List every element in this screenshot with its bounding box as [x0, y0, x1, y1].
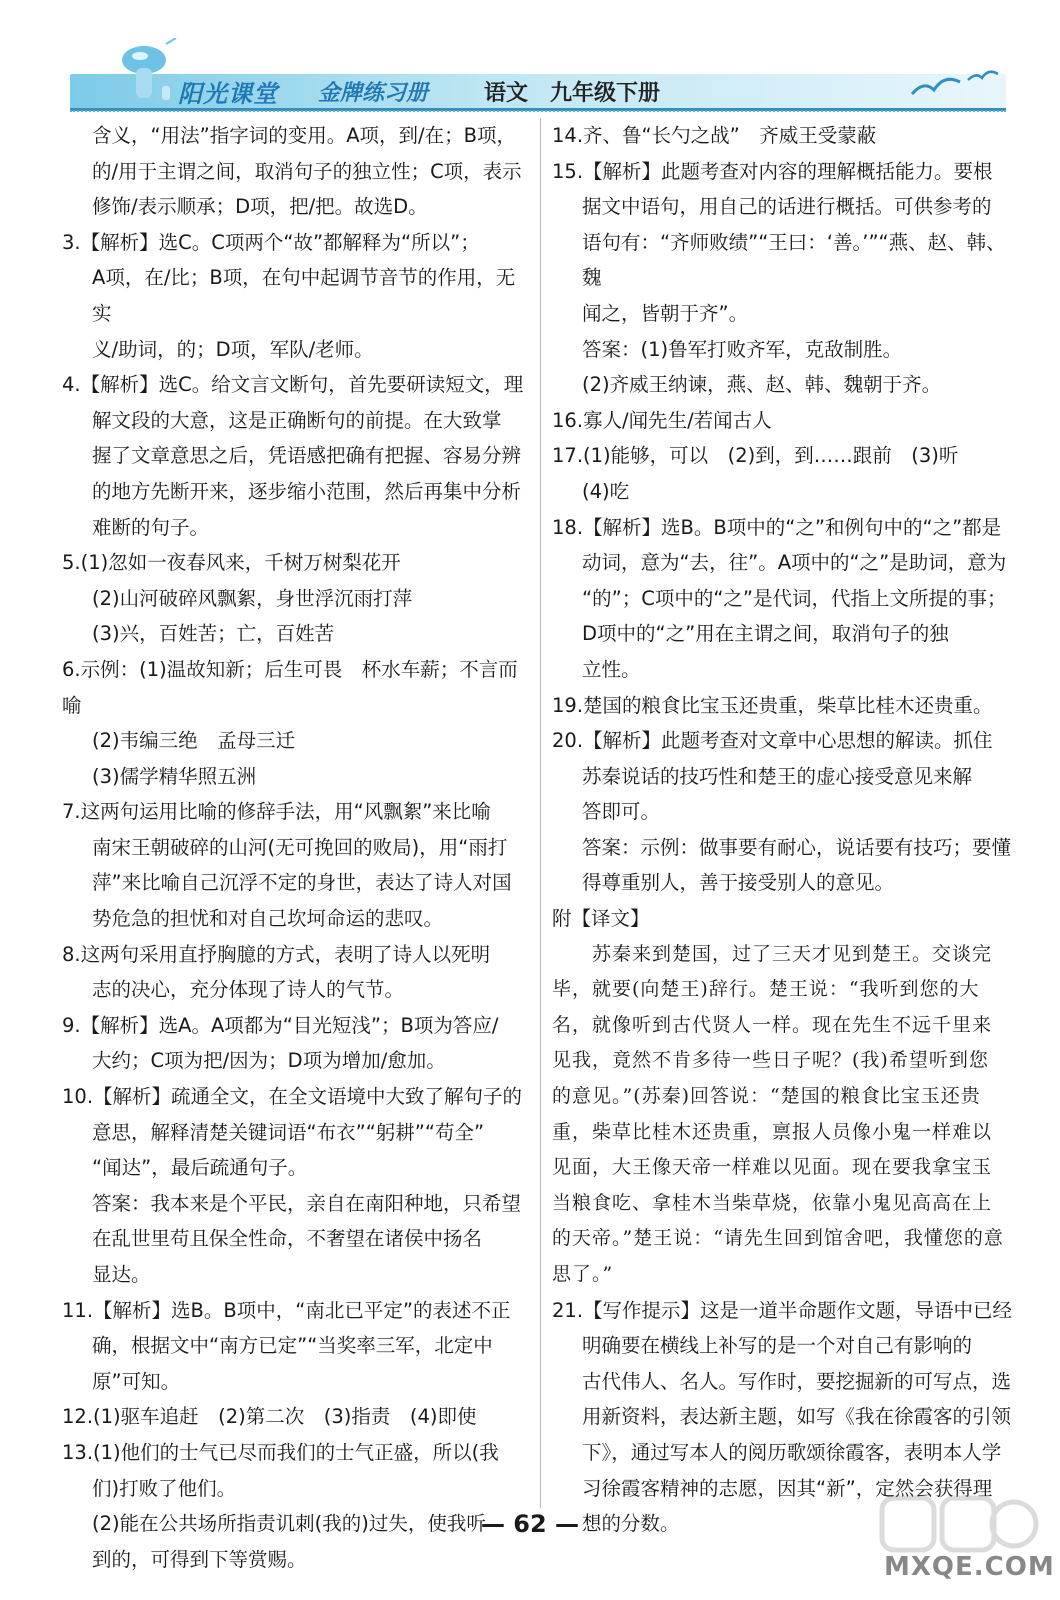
answer-line: 名，就像听到古代贤人一样。现在先生不远千里来 [552, 1013, 993, 1036]
answer-line: (3)兴，百姓苦；亡，百姓苦 [92, 622, 335, 646]
answer-line: 6.示例：(1)温故知新；后生可畏 杯水车薪；不言而喻 [62, 657, 518, 717]
answer-line: 11.【解析】选B。B项中，“南北已平定”的表述不正 [62, 1298, 511, 1322]
grade-label: 九年级下册 [550, 81, 661, 106]
answer-line: 的天帝。”楚王说：“请先生回到馆舍吧，我懂您的意 [552, 1227, 1004, 1250]
answer-line: 附【译文】 [552, 907, 650, 931]
answer-line: 闻之，皆朝于齐”。 [582, 301, 749, 325]
answer-line: 难断的句子。 [92, 515, 210, 539]
answer-line: 到的，可得到下等赏赐。 [92, 1547, 307, 1571]
watermark-text: MXQE.COM [884, 1552, 1055, 1582]
column-divider [540, 118, 541, 1508]
answer-line: 志的决心，充分体现了诗人的气节。 [92, 978, 405, 1002]
answer-line: (3)儒学精华照五洲 [92, 764, 257, 788]
answer-line: 21.【写作提示】这是一道半命题作文题，导语中已经 [552, 1298, 1013, 1322]
answer-line: 19.楚国的粮食比宝玉还贵重，柴草比桂木还贵重。 [552, 693, 993, 717]
page-number: — 62 — [480, 1510, 580, 1538]
answer-line: 的意见。”(苏秦)回答说：“楚国的粮食比宝玉还贵 [552, 1085, 981, 1108]
answer-line: 3.【解析】选C。C项两个“故”都解释为“所以”； [62, 230, 480, 254]
answer-line: 据文中语句，用自己的话进行概括。可供参考的 [582, 195, 992, 219]
answer-line: 在乱世里苟且保全性命，不奢望在诸侯中扬名 [92, 1227, 483, 1251]
answer-line: 握了文章意思之后，凭语感把确有把握、容易分辨 [92, 444, 522, 468]
answer-column-right [552, 118, 1014, 1542]
answer-line: 当粮食吃、拿桂木当柴草烧，依靠小鬼见高高在上 [552, 1191, 993, 1214]
answer-line: 13.(1)他们的士气已尽而我们的士气正盛，所以(我 [62, 1440, 499, 1464]
answer-line: 确，根据文中“南方已定”“当奖率三军，北定中 [92, 1334, 493, 1358]
answer-line: 修饰/表示顺承；D项，把/把。故选D。 [92, 195, 428, 219]
answer-line: 见面，大王像天帝一样难以见面。现在要我拿宝玉 [552, 1156, 993, 1179]
answer-line: 8.这两句采用直抒胸臆的方式，表明了诗人以死明 [62, 942, 491, 966]
answer-line: 意思，解释清楚关键词语“布衣”“躬耕”“苟全” [92, 1120, 485, 1144]
answer-line: 10.【解析】疏通全文，在全文语境中大致了解句子的 [62, 1085, 523, 1109]
answer-line: 立性。 [582, 657, 641, 681]
answer-line: 17.(1)能够，可以 (2)到，到……跟前 (3)听 [552, 444, 959, 468]
answer-line: 的/用于主谓之间，取消句子的独立性；C项，表示 [92, 159, 522, 183]
answer-line: 7.这两句运用比喻的修辞手法，用“风飘絮”来比喻 [62, 800, 491, 824]
answer-line: 思了。” [552, 1263, 614, 1285]
answer-line: (4)吃 [582, 479, 630, 503]
header-dotted-rule [70, 110, 1006, 115]
answer-line: 苏秦来到楚国，过了三天才见到楚王。交谈完 [592, 942, 993, 965]
answer-line: 20.【解析】此题考查对文章中心思想的解读。抓住 [552, 729, 993, 753]
answer-line: 明确要在横线上补写的是一个对自己有影响的 [582, 1334, 973, 1358]
answer-line: 答案：示例：做事要有耐心，说话要有技巧；要懂 [582, 835, 1012, 859]
answer-line: A项，在/比；B项，在句中起调节音节的作用，无实 [92, 266, 516, 325]
answer-line: 习徐霞客精神的志愿，因其“新”，定然会获得理 [582, 1476, 993, 1500]
answer-line: 苏秦说话的技巧性和楚王的虚心接受意见来解 [582, 764, 973, 788]
subject-label: 语文 [484, 81, 529, 106]
answer-line: 重，柴草比桂木还贵重，禀报人员像小鬼一样难以 [552, 1120, 993, 1143]
answer-line: 义/助词，的；D项，军队/老师。 [92, 337, 374, 361]
answer-line: 毕，就要(向楚王)辞行。楚王说：“我听到您的大 [552, 978, 980, 1001]
answer-line: 18.【解析】选B。B项中的“之”和例句中的“之”都是 [552, 515, 1002, 539]
page-header [70, 36, 1006, 112]
answer-line: 用新资料，表达新主题，如写《我在徐霞客的引领 [582, 1405, 1012, 1429]
brand-title: 阳光课堂 [178, 80, 278, 108]
answer-line: 12.(1)驱车追赶 (2)第二次 (3)指责 (4)即使 [62, 1405, 477, 1429]
answer-line: D项中的“之”用在主谓之间，取消句子的独 [582, 622, 949, 646]
answer-line: 9.【解析】选A。A项都为“目光短浅”；B项为答应/ [62, 1013, 499, 1037]
answer-line: 答案：(1)鲁军打败齐军，克敌制胜。 [582, 337, 903, 361]
answer-line: 大约；C项为把/因为；D项为增加/愈加。 [92, 1049, 446, 1073]
answer-line: (2)韦编三绝 孟母三迁 [92, 729, 296, 753]
answer-line: (2)齐威王纳谏，燕、赵、韩、魏朝于齐。 [582, 373, 942, 397]
answer-line: 语句有：“齐师败绩”“王曰：‘善。’”“燕、赵、韩、魏 [582, 230, 1006, 290]
answer-line: 显达。 [92, 1263, 151, 1286]
answer-line: 动词，意为“去，往”。A项中的“之”是助词，意为 [582, 551, 1007, 575]
answer-line: (2)山河破碎风飘絮，身世浮沉雨打萍 [92, 586, 413, 610]
answer-line: 们)打败了他们。 [92, 1476, 237, 1500]
answer-line: 答即可。 [582, 800, 661, 824]
answer-line: 的地方先断开来，逐步缩小范围，然后再集中分析 [92, 479, 522, 503]
answer-line: 南宋王朝破碎的山河(无可挽回的败局)，用“雨打 [92, 835, 508, 859]
answer-line: 萍”来比喻自己沉浮不定的身世，表达了诗人对国 [92, 871, 512, 895]
answer-line: 想的分数。 [582, 1512, 680, 1536]
answer-line: 古代伟人、名人。写作时，要挖掘新的可写点，选 [582, 1369, 1012, 1393]
answer-line: 势危急的担忧和对自己坎坷命运的悲叹。 [92, 907, 444, 931]
answer-line: “闻达”，最后疏通句子。 [92, 1156, 308, 1180]
answer-line: 5.(1)忽如一夜春风来，千树万树梨花开 [62, 551, 401, 575]
answer-line: 见我，竟然不肯多待一些日子呢？(我)希望听到您 [552, 1049, 989, 1072]
answer-line: 16.寡人/闻先生/若闻古人 [552, 408, 772, 432]
answer-line: 答案：我本来是个平民，亲自在南阳种地，只希望 [92, 1191, 522, 1215]
answer-line: 原”可知。 [92, 1369, 181, 1393]
answer-line: “的”；C项中的“之”是代词，代指上文所提的事； [582, 586, 1007, 610]
answer-line: 14.齐、鲁“长勺之战” 齐威王受蒙蔽 [552, 124, 877, 147]
answer-line: 解文段的大意，这是正确断句的前提。在大致掌 [92, 408, 502, 432]
brand-subtitle: 金牌练习册 [318, 81, 429, 106]
answer-line: 下》，通过写本人的阅历歌颂徐霞客，表明本人学 [582, 1440, 1002, 1464]
answer-line: (2)能在公共场所指责讥刺(我的)过失，使我听 [92, 1512, 486, 1536]
mushroom-mascot-icon [110, 38, 180, 110]
answer-line: 含义，“用法”指字词的变用。A项，到/在；B项， [92, 124, 516, 147]
answer-column-left [62, 118, 532, 1577]
birds-icon [908, 60, 1008, 100]
answer-line: 15.【解析】此题考查对内容的理解概括能力。要根 [552, 159, 993, 183]
answer-line: 4.【解析】选C。给文言文断句，首先要研读短文，理 [62, 373, 524, 397]
answer-line: 得尊重别人，善于接受别人的意见。 [582, 871, 895, 895]
